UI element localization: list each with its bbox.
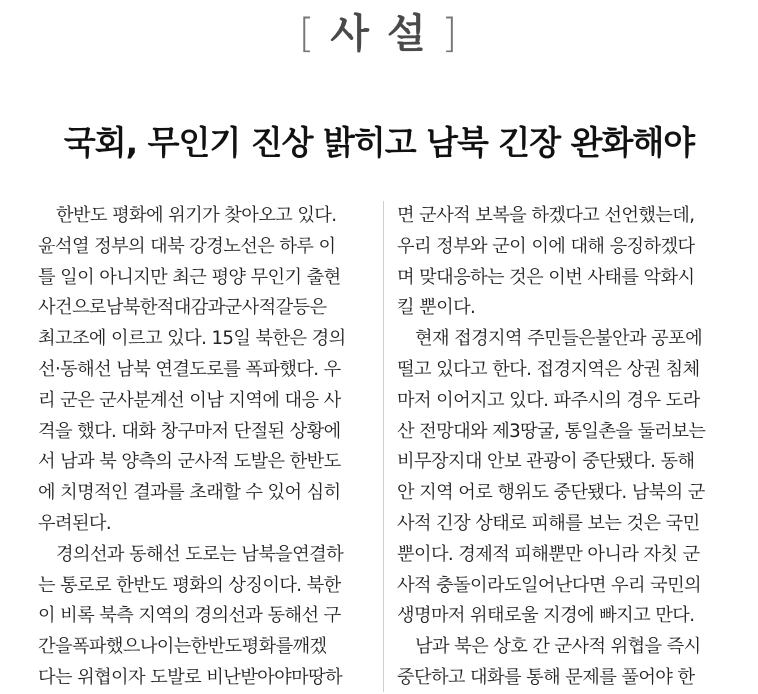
article-column-left [38,201,368,694]
article-line: 남과 북은 상호 간 군사적 위협을 즉시 [415,636,701,658]
article-line: 비무장지대 안보 관광이 중단됐다. 동해 [397,451,695,473]
article-line: 며 맞대응하는 것은 이번 사태를 악화시 [397,266,695,288]
article-line: 다는 위협이자 도발로 비난받아야마땅하 [38,666,343,688]
article-line: 윤석열 정부의 대북 강경노선은 하루 이 [38,235,336,257]
section-label [0,8,758,60]
article-line: 서 남과 북 양측의 군사적 도발은 한반도 [38,451,341,473]
article-line: 틀 일이 아니지만 최근 평양 무인기 출현 [38,266,341,288]
article-line: 는 통로로 한반도 평화의 상징이다. 북한 [38,574,341,596]
article-line: 현재 접경지역 주민들은불안과 공포에 [415,328,703,350]
article-line: 면 군사적 보복을 하겠다고 선언했는데, [397,205,695,226]
article-line: 우려된다. [38,512,112,534]
article-line: 사건으로남북한적대감과군사적갈등은 [38,297,327,319]
article-line: 격을 했다. 대화 창구마저 단절된 상황에 [38,420,341,442]
column-divider [383,201,384,692]
headline: 국회, 무인기 진상 밝히고 남북 긴장 완화해야 [63,123,695,162]
article-line: 간을폭파했으나이는한반도평화를깨겠 [38,636,327,658]
article-line: 중단하고 대화를 통해 문제를 풀어야 한 [397,666,695,688]
article-line: 산 전망대와 제3땅굴, 통일촌을 둘러보는 [397,420,706,442]
article-line: 뿐이다. 경제적 피해뿐만 아니라 자칫 군 [397,543,700,565]
article-line: 사적 긴장 상태로 피해를 보는 것은 국민 [397,512,700,534]
section-close-bracket: ] [441,11,460,57]
article-line: 이 비록 북측 지역의 경의선과 동해선 구 [38,605,341,627]
article-line: 에 치명적인 결과를 초래할 수 있어 심히 [38,482,341,504]
article-line: 최고조에 이르고 있다. 15일 북한은 경의 [38,328,346,350]
article-column-right [397,201,727,694]
article-line: 사적 충돌이라도일어난다면 우리 국민의 [397,574,702,596]
section-open-bracket: [ [298,11,317,57]
article-line: 선·동해선 남북 연결도로를 폭파했다. 우 [38,358,341,380]
article-line: 안 지역 어로 행위도 중단됐다. 남북의 군 [397,482,705,504]
section-title: 사 설 [330,11,428,57]
article-line: 우리 정부와 군이 이에 대해 응징하겠다 [397,235,695,257]
article-line: 생명마저 위태로울 지경에 빠지고 만다. [397,605,695,627]
article-line: 킬 뿐이다. [397,297,476,319]
article-line: 한반도 평화에 위기가 찾아오고 있다. [56,205,337,226]
article-line: 떨고 있다고 한다. 접경지역은 상권 침체 [397,358,700,380]
article-line: 마저 이어지고 있다. 파주시의 경우 도라 [397,389,700,411]
article-line: 리 군은 군사분계선 이남 지역에 대응 사 [38,389,341,411]
article-line: 경의선과 동해선 도로는 남북을연결하 [56,543,344,565]
